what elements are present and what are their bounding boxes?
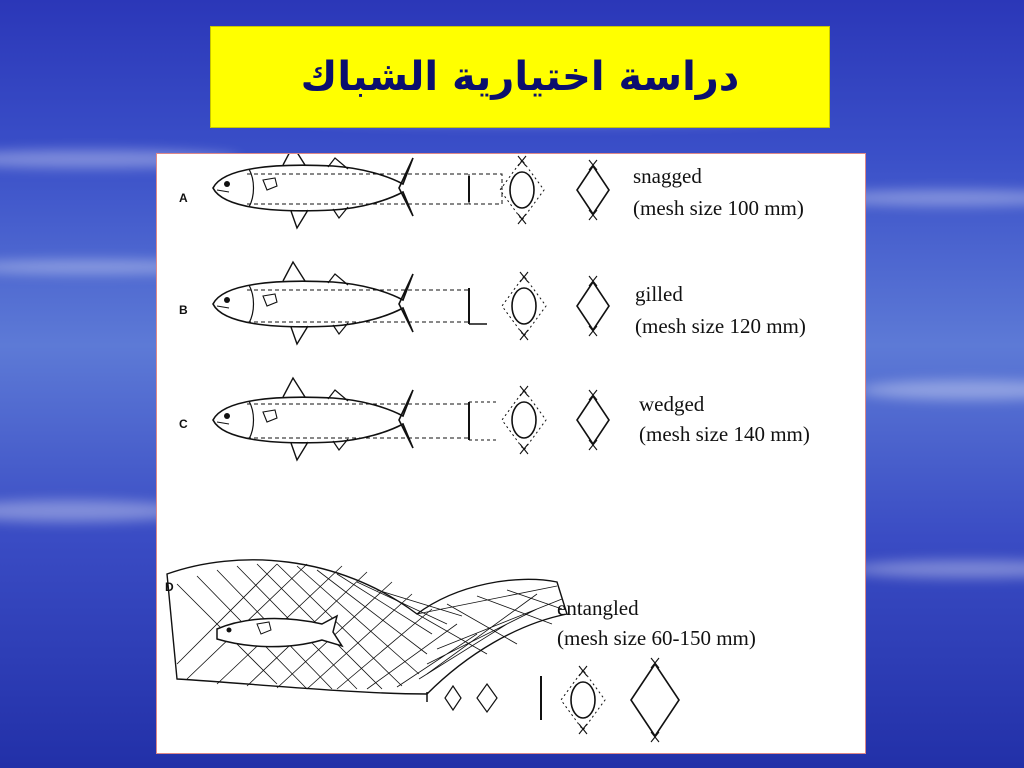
row-letter-b: B (179, 303, 188, 317)
fish-mesh-diagram (157, 154, 867, 755)
catch-type-label: gilled (635, 282, 683, 306)
catch-type-label: snagged (633, 164, 702, 188)
row-d-net (167, 560, 567, 694)
row-letter-a: A (179, 191, 188, 205)
mesh-selectivity-figure (156, 153, 866, 754)
mesh-size-label: (mesh size 140 mm) (639, 422, 810, 446)
row-c-diagram (213, 378, 609, 460)
catch-type-label: wedged (639, 392, 705, 416)
background-streak (860, 380, 1024, 400)
title-box (210, 26, 830, 128)
mesh-size-label: (mesh size 100 mm) (633, 196, 804, 220)
row-letter-c: C (179, 417, 188, 431)
row-b-diagram (213, 262, 609, 344)
mesh-size-label: (mesh size 120 mm) (635, 314, 806, 338)
row-letter-d: D (165, 580, 174, 594)
background-streak (850, 560, 1024, 578)
slide-title: دراسة اختيارية الشباك (300, 54, 740, 100)
row-a-diagram (213, 154, 609, 228)
row-d-mesh-sizes (427, 658, 679, 742)
mesh-size-label: (mesh size 60-150 mm) (557, 626, 756, 650)
catch-type-label: entangled (557, 596, 639, 620)
